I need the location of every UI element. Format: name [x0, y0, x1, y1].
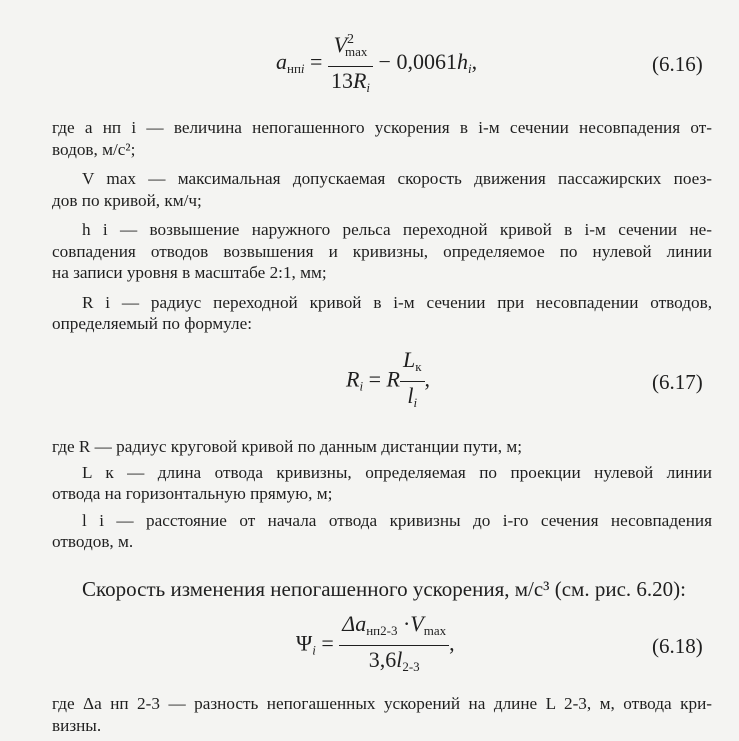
- formula-symbol: Ψ: [296, 630, 313, 656]
- fraction-denominator: [328, 67, 373, 100]
- text-line: R i — радиус переходной кривой в i-м сечении при несовпадении отводов,: [82, 292, 712, 312]
- text-line: h i — возвышение наружного рельса переходной кривой в i-м сечении не-: [82, 220, 712, 239]
- equation-number: (6.17): [652, 370, 703, 394]
- paragraph: [52, 510, 712, 553]
- formula-subscript: max: [423, 623, 447, 638]
- formula-dot: ·: [402, 611, 411, 636]
- text-line: L к — длина отвода кривизны, определяемая по проекции нулевой линии: [82, 462, 712, 482]
- formula-symbol: a: [276, 49, 287, 75]
- paragraph: [52, 117, 712, 160]
- equals-sign: =: [310, 49, 323, 75]
- equals-sign: =: [321, 630, 334, 656]
- formula-subscript: нп: [287, 61, 301, 77]
- text-line: отводов, м.: [52, 532, 134, 551]
- paragraph-block-6-17: [52, 436, 712, 553]
- fraction-denominator: [400, 382, 425, 415]
- formula-subscript: 2-3: [402, 659, 420, 674]
- text-line: где Δa нп 2-3 — разность непогашенных ускорений на длине L 2-3, м, отвода кри-: [52, 694, 712, 713]
- formula-number: 13: [330, 68, 353, 93]
- formula-subscript: max: [345, 44, 368, 59]
- formula-symbol: R: [352, 68, 367, 93]
- formula-comma: ,: [471, 49, 478, 75]
- text-line: визны.: [52, 715, 102, 735]
- paragraph: [52, 436, 712, 458]
- formula-comma: ,: [424, 366, 431, 392]
- formula-symbol: l: [407, 383, 414, 408]
- paragraph: [52, 168, 712, 211]
- formula-subscript: i: [413, 395, 418, 410]
- text-line: совпадения отводов возвышения и кривизны, определяемое по нулевой линии: [52, 241, 712, 261]
- formula-subscript: нп2-3: [366, 623, 398, 638]
- formula-symbol: R: [346, 366, 360, 392]
- formula-symbol: V: [333, 32, 348, 57]
- formula-6-16: [0, 22, 739, 112]
- fraction: [328, 28, 373, 100]
- formula-term: − 0,0061: [378, 49, 457, 75]
- text-line: l i — расстояние от начала отвода кривизны до i-го сечения несовпадения: [82, 510, 712, 530]
- formula-power: 2: [347, 32, 355, 47]
- formula-subscript: к: [415, 359, 422, 374]
- formula-6-16-expression: [276, 28, 477, 100]
- formula-symbol: V: [410, 611, 424, 636]
- section-sentence: Скорость изменения непогашенного ускорения, м/с³ (см. рис. 6.20):: [82, 577, 686, 601]
- fraction-denominator: [339, 646, 449, 679]
- text-line: где R — радиус круговой кривой по данным дистанции пути, м;: [52, 437, 522, 456]
- fraction: [400, 348, 425, 415]
- equation-number: (6.16): [652, 52, 703, 76]
- paragraph-block-6-18: [52, 693, 712, 736]
- formula-symbol: L: [402, 347, 416, 372]
- formula-symbol: l: [396, 647, 403, 672]
- fraction-numerator: [400, 348, 425, 382]
- equals-sign: =: [368, 366, 381, 392]
- paragraph: [52, 219, 712, 284]
- formula-6-17-expression: [346, 348, 430, 415]
- paragraph: [52, 292, 712, 335]
- formula-symbol: R: [386, 366, 400, 392]
- formula-6-18-expression: [296, 612, 455, 679]
- fraction-numerator: [328, 28, 373, 67]
- formula-subscript: i: [467, 61, 472, 77]
- text-line: V max — максимальная допускаемая скорость движения пассажирских поез-: [82, 169, 712, 188]
- text-line: где a нп i — величина непогашенного ускорения в i-м сечении несовпадения от-: [52, 118, 712, 137]
- formula-number: 3,6: [368, 647, 397, 672]
- formula-6-18: [0, 612, 739, 692]
- paragraph-block-6-16: [52, 117, 712, 335]
- formula-subscript: i: [312, 642, 316, 658]
- fraction: [339, 612, 449, 679]
- text-line: водов, м/с²;: [52, 139, 136, 159]
- paragraph: [52, 693, 712, 736]
- formula-subscript: i: [366, 80, 371, 95]
- formula-subscript-index: i: [300, 61, 305, 77]
- text-line: определяемый по формуле:: [52, 314, 253, 333]
- text-line: дов по кривой, км/ч;: [52, 190, 202, 210]
- formula-subscript: i: [359, 378, 364, 394]
- formula-symbol: Δa: [342, 611, 367, 636]
- formula-6-17: [0, 346, 739, 426]
- fraction-numerator: [339, 612, 449, 646]
- formula-comma: ,: [449, 630, 455, 656]
- text-line: на записи уровня в масштабе 2:1, мм;: [52, 263, 327, 282]
- formula-symbol: h: [456, 49, 468, 75]
- equation-number: (6.18): [652, 634, 703, 658]
- text-line: отвода на горизонтальную прямую, м;: [52, 484, 333, 503]
- paragraph: [52, 462, 712, 505]
